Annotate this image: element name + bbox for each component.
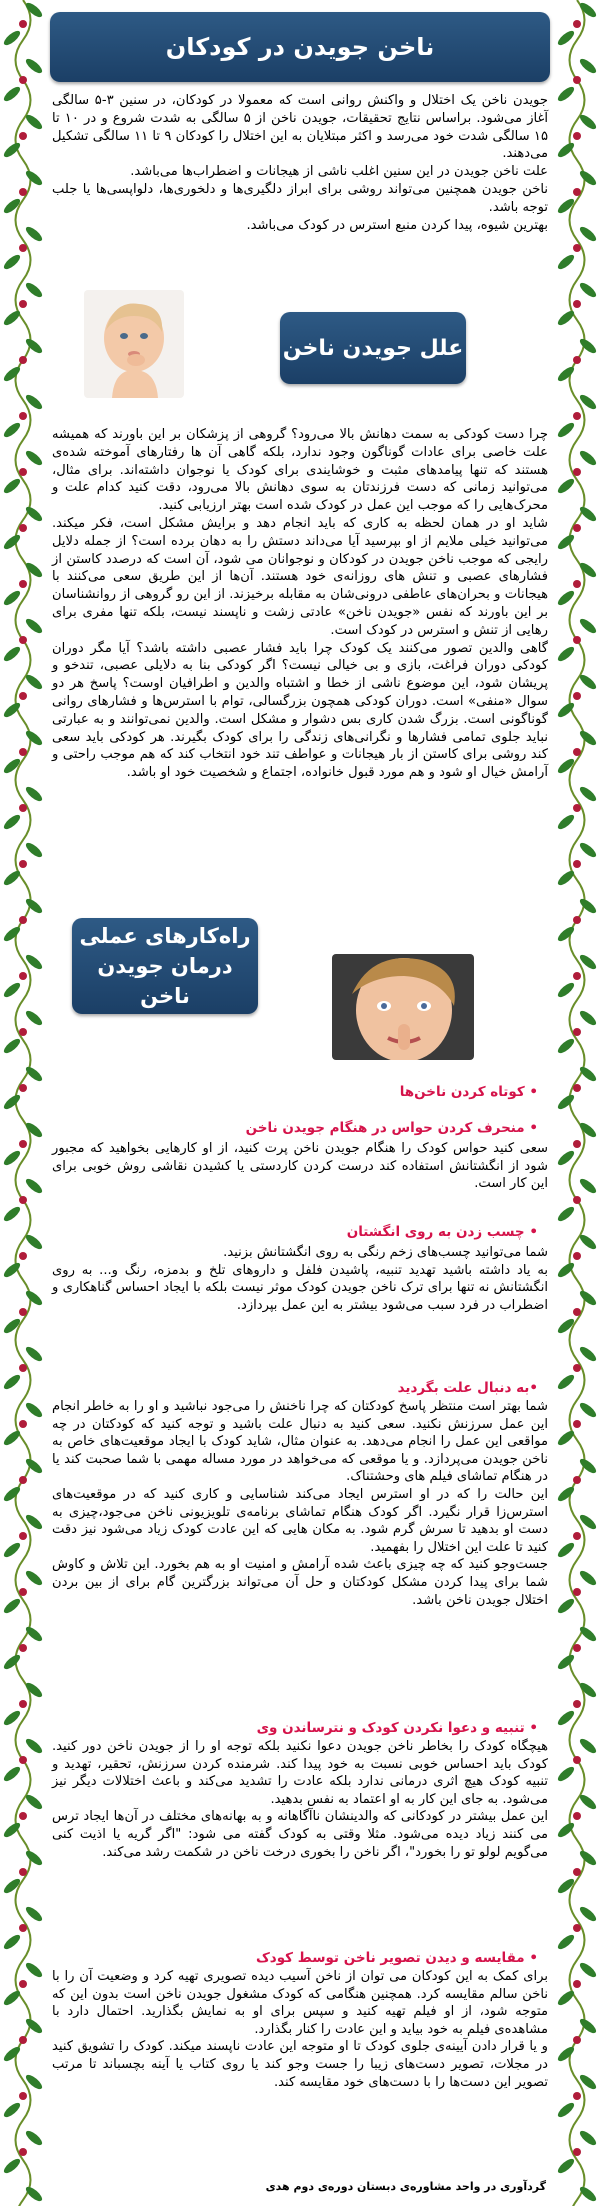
tip-paragraph: این عمل بیشتر در کودکانی که والدینشان ناآگاهانه و به بهانه‌های مختلف در آن‌ها ایجاد ترس می کنند زیاد دیده می‌شود. مثلا وقتی به کودک گفته می شود: "اگر گریه یا اذیت کنی می‌گویم لولو تو را بخورد"، اگر ناخن را بخوری درخت ناخن در شکمت رشد می‌کند. xyxy=(52,1809,548,1860)
tip-paragraph: هیچگاه کودک را بخاطر ناخن جویدن دعوا نکنید بلکه توجه او را از جویدن ناخن دور کنید. کودک باید احساس خوبی نسبت به خود پیدا کند. شرمنده کردن سرزنش، تحقیر، تهدید و تنبیه کودک هیچ اثری درمانی ندارد بلکه عادت را تشدید می‌کند و باعث اختلالات دیگر نیز می‌شود. به جای این کار به او اعتماد به نفس بدهید. xyxy=(52,1739,548,1807)
tip-paragraph: شما می‌توانید چسب‌های زخم رنگی به روی انگشتانش بزنید. xyxy=(223,1245,548,1260)
tip-paragraph: و یا قرار دادن آیینه‌ی جلوی کودک تا او متوجه این عادت ناپسند میکند. کودک را تشویق کنید در مجلات، تصویر دست‌های زیبا را جست وجو کند یا روی کتاب یا آینه بچسباند تا مرتب تصویر این دست‌ها را با دست‌های خود مقایسه کند. xyxy=(52,2039,548,2090)
intro-section xyxy=(52,92,548,234)
tip-paragraph: به یاد داشته باشید تهدید تنبیه، پاشیدن فلفل و داروهای تلخ و بدمزه، رنگ و... به روی انگشتانش نه تنها برای ترک ناخن جویدن کودک موثر نیست بلکه با ایجاد احساس گناهکاری و اضطراب در فرد سبب می‌شود بیشتر به این عمل بپردازد. xyxy=(52,1262,548,1313)
footer-credit: گردآوری در واحد مشاوره‌ی دبستان دوره‌ی دوم هدی xyxy=(265,2180,546,2193)
tip-body xyxy=(52,1738,548,1861)
causes-section xyxy=(52,426,548,782)
tip-heading: • تنبیه و دعوا نکردن کودک و نترساندن وی xyxy=(256,1720,538,1736)
left-vine-border xyxy=(0,0,46,2206)
tip-paragraph: شما بهتر است منتظر پاسخ کودکتان که چرا ناخنش را می‌جود نباشید و او را به خاطر انجام این عمل سرزنش نکنید. سعی کنید به دنبال علت باشید و توجه کنید که کودکتان در چه مواقعی این عمل را انجام می‌دهد. به عنوان مثال، شاید کودک با ایجاد موقعیت‌های خاص به ناخن جویدن می‌پردازد. و یا موقعی که می‌خواهد در مورد مساله‌ مهمی با شما صحبت کند یا در هنگام تماشای فیلم های وحشتناک. xyxy=(52,1399,548,1485)
solutions-heading-line: درمان جویدن ناخن xyxy=(97,954,233,1008)
tip-body xyxy=(52,1398,548,1609)
causes-paragraph: گاهی والدین تصور می‌کنند یک کودک چرا باید فشار عصبی داشته باشد؟ آیا مگر دوران کودکی دوران فراغت، بازی و بی خیالی نیست؟ اگر کودکی بنا به دلایلی عصبی، تندخو و پریشان شود، این موضوع ناشی از خطا و اشتباه والدین و اطرافیان اوست؟ پاسخ هر دو سوال «منفی» است. دوران کودکی همچون بزرگسالی، توام با استرس‌ها و فشارهای روانی گوناگونی است. بزرگ شدن کاری بس دشوار و مشکل است. والدین نمی‌توانند و به عبارتی نباید جلوی تمامی فشارها و نگرانی‌های زندگی را برای کودک بگیرند. هر کودکی باید سعی کند روشی برای کاستن از بار هیجانات و عواطف تند خود انتخاب کند که هم موجب راحتی و آرامش خیال او شود و هم مورد قبول خانواده، اجتماع و شخصیت خود او باشد. xyxy=(52,640,548,781)
tip-paragraph: این حالت را که در او استرس ایجاد می‌کند شناسایی و کاری کنید که در موقعیت‌های استرس‌زا قرار نگیرد. اگر کودک هنگام تماشای برنامه‌ی تلویزیونی ناخن می‌جود،چیزی به دست او بدهید تا سرش گرم شود. به مکان هایی که این عادت کودک زیاد می‌شود نیز دقت کنید تا علت این اختلال را بفهمید. xyxy=(52,1486,548,1555)
tip-heading: • مقایسه و دیدن تصویر ناخن توسط کودک xyxy=(255,1950,538,1966)
causes-heading: علل جویدن ناخن xyxy=(280,312,466,384)
tip-body xyxy=(52,1140,548,1193)
tip-heading: • چسب زدن به روی انگشتان xyxy=(346,1224,538,1240)
child-photo xyxy=(332,954,474,1060)
tip-heading: •به دنبال علت بگردید xyxy=(397,1380,538,1396)
tip-heading: • کوتاه کردن ناخن‌ها xyxy=(399,1084,538,1100)
solutions-heading xyxy=(72,918,258,1014)
article xyxy=(46,0,554,2206)
tip-paragraph: برای کمک به این کودکان می توان از ناخن آسیب دیده تصویری تهیه کرد و وضعیت آن را با ناخن سالم مقایسه کرد. همچنین هنگامی که کودک مشغول جویدن ناخن است بدون این که متوجه شود، از او فیلم تهیه کنید و سپس برای او به نمایش بگذارید. احتمال دارد با مشاهده‌ی فیلم به خود بیاید و این عادت را کنار بگذارد. xyxy=(52,1969,548,2037)
page-title: ناخن جویدن در کودکان xyxy=(50,12,550,82)
intro-paragraph: علت ناخن جویدن در این سنین اغلب ناشی از هیجانات و اضطراب‌ها می‌باشد. xyxy=(130,164,548,180)
intro-paragraph: ناخن جویدن همچنین می‌تواند روشی برای ابراز دلگیری‌ها و دلخوری‌ها، دلواپسی‌ها یا جلب توجه باشد. xyxy=(52,181,548,215)
causes-paragraph: چرا دست کودکی به سمت دهانش بالا می‌رود؟ گروهی از پزشکان بر این باورند که همیشه علت خاصی برای عادات گوناگون وجود ندارد، بلکه گاهی آن ها رفتارهای آموخته شده‌ی هستند که تنها پیامدهای مثبت و خوشایندی برای کودک یا نوجوان داشته‌اند. برای مثال، می‌توانید زمانی که دست فرزندتان به سوی دهانش بالا می‌رود، دقت کنید کدام علت و محرک‌هایی را که موجب این عمل در کودک شده است بهتر ارزیابی کنید. xyxy=(52,427,548,514)
tip-heading: • منحرف کردن حواس در هنگام جویدن ناخن xyxy=(245,1120,538,1136)
intro-paragraph: بهترین شیوه، پیدا کردن منبع استرس در کودک می‌باشد. xyxy=(246,217,548,233)
baby-photo xyxy=(84,290,184,398)
tip-paragraph: جست‌وجو کنید که چه چیزی باعث شده آرامش و امنیت او به هم بخورد. این تلاش و کاوش شما برای پیدا کردن مشکل کودکتان و حل آن می‌تواند بزرگترین گام برای از بین بردن اختلال جویدن ناخن باشد. xyxy=(52,1557,548,1608)
solutions-heading-line: راه‌کارهای عملی xyxy=(79,924,251,948)
tip-body xyxy=(52,1968,548,2091)
right-vine-border xyxy=(554,0,600,2206)
intro-paragraph: جویدن ناخن یک اختلال و واکنش روانی است که معمولا در کودکان، در سنین ۳-۵ سالگی آغاز می‌شود. براساس نتایج تحقیقات، جویدن ناخن از ۵ سالگی به شدت شروع و در ۱۰ تا ۱۵ سالگی شدت خود می‌رسد و اکثر مبتلایان به این اختلال را کودکان ۹ تا ۱۱ سالگی تشکیل می‌دهند. xyxy=(52,93,549,162)
causes-paragraph: شاید او در همان لحظه به کاری که باید انجام دهد و برایش مشکل است، فکر میکند. می‌توانید خیلی ملایم از او بپرسید آیا می‌داند دستش را به دهان برده است؟ از جمله دلایل رایجی که موجب ناخن جویدن در کودکان و نوجوانان می شود، آن است که درصدد کاستن از فشارهای عصبی و تنش های روزانه‌ی خود هستند. آن‌ها از این طریق سعی می‌کنند با هیجانات و بحران‌های عاطفی درونی‌شان به مقابله برخیزند. از این رو گروهی از روانشناسان بر این باورند که نفس «جویدن ناخن» عادتی زشت و ناپسند نیست، بلکه تنها مفری برای رهایی از تنش و استرس در کودک است. xyxy=(52,515,548,638)
tip-body xyxy=(52,1244,548,1314)
tip-paragraph: سعی کنید حواس کودک را هنگام جویدن ناخن پرت کنید، از او کارهایی بخواهید که مجبور شود از انگشتانش استفاده کند درست کردن کاردستی یا کشیدن نقاشی روش خوبی برای این کار است. xyxy=(52,1141,548,1192)
